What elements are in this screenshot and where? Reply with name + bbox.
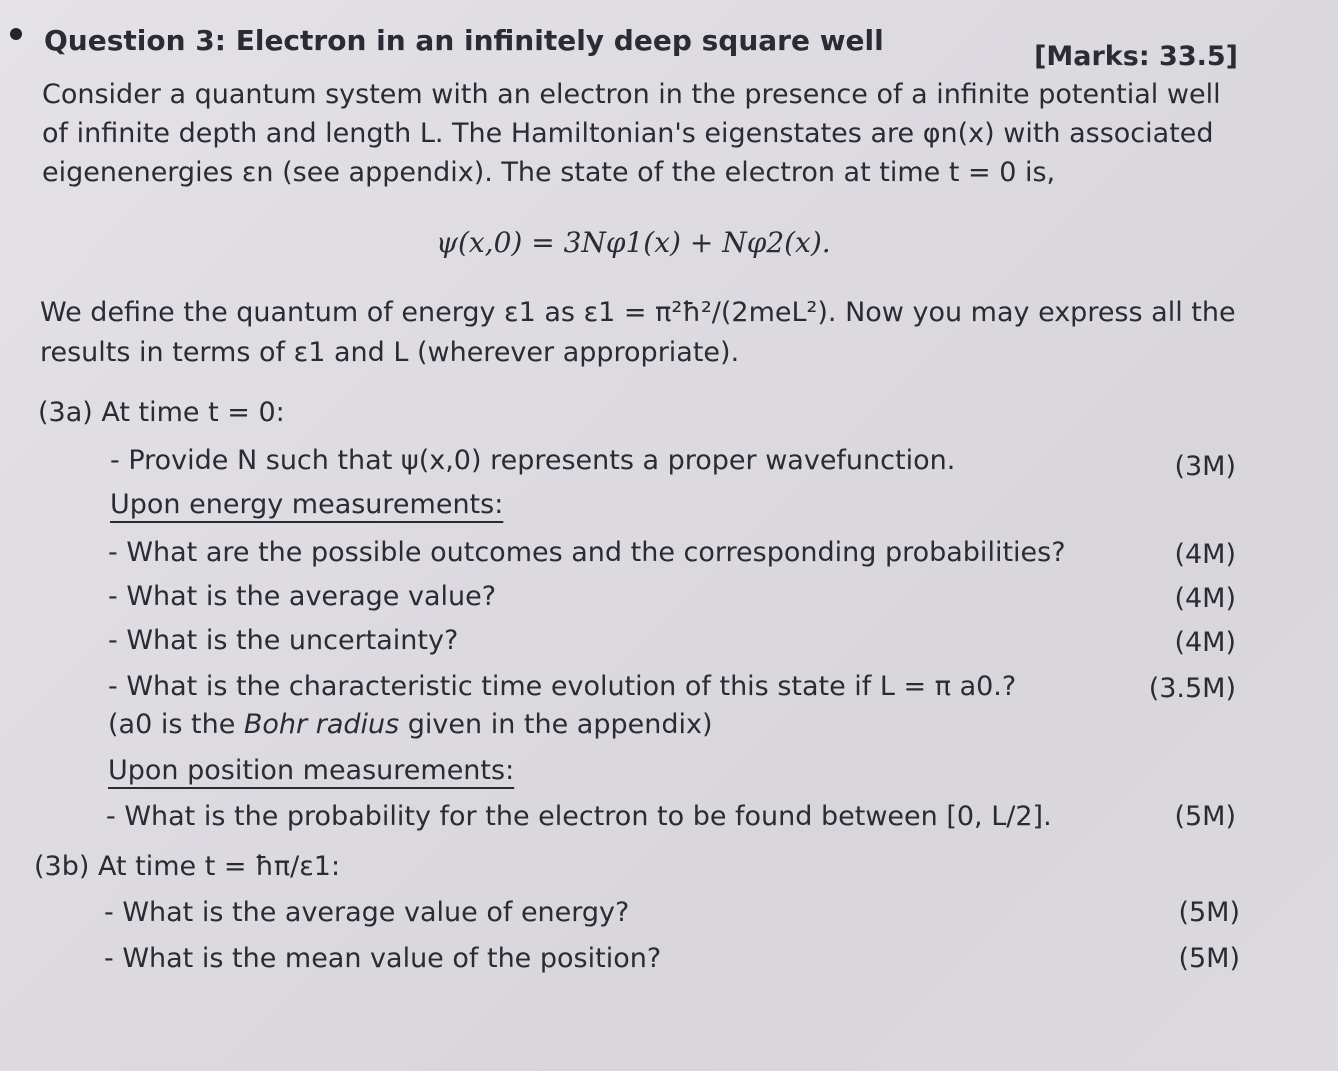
provide-n-item: - Provide N such that ψ(x,0) represents a proper wavefunction. (110, 445, 956, 476)
bohr-radius-note (108, 708, 713, 742)
energy-item-average: - What is the average value? (108, 581, 497, 612)
part-b-item-energy: - What is the average value of energy? (104, 897, 630, 928)
bohr-note-post: given in the appendix) (399, 709, 713, 740)
part-b-item-energy-marks: (5M) (1178, 897, 1240, 928)
energy-item-average-marks: (4M) (1174, 583, 1236, 614)
energy-item-uncertainty: - What is the uncertainty? (108, 625, 459, 656)
bohr-note-emphasis: Bohr radius (243, 709, 400, 740)
bohr-note-pre: (a0 is the (108, 709, 244, 740)
position-item: - What is the probability for the electron to be found between [0, L/2]. (106, 801, 1052, 832)
state-equation: ψ(x,0) = 3Nφ1(x) + Nφ2(x). (436, 226, 831, 259)
define-line-1: We define the quantum of energy ε1 as ε1 = π²ħ²/(2meL²). Now you may express all the (40, 297, 1236, 328)
part-b-item-position: - What is the mean value of the position? (104, 943, 662, 974)
intro-line-2: of infinite depth and length L. The Hamiltonian's eigenstates are φn(x) with associated (42, 118, 1214, 149)
question-title: Question 3: Electron in an infinitely deep square well (44, 24, 884, 57)
define-line-2: results in terms of ε1 and L (wherever appropriate). (40, 337, 740, 368)
bullet-icon (10, 28, 22, 40)
energy-item-outcomes: - What are the possible outcomes and the corresponding probabilities? (108, 537, 1066, 568)
part-b-item-position-marks: (5M) (1178, 943, 1240, 974)
part-a-label: (3a) At time t = 0: (38, 397, 285, 428)
energy-item-uncertainty-marks: (4M) (1174, 627, 1236, 658)
energy-item-time-evolution: - What is the characteristic time evolution of this state if L = π a0.? (108, 671, 1017, 702)
position-heading: Upon position measurements: (108, 755, 515, 786)
part-b-label: (3b) At time t = ħπ/ε1: (34, 851, 341, 882)
question-marks: [Marks: 33.5] (1034, 41, 1238, 72)
intro-line-3: eigenenergies εn (see appendix). The state of the electron at time t = 0 is, (42, 157, 1056, 188)
intro-line-1: Consider a quantum system with an electron in the presence of a infinite potential well (42, 79, 1221, 110)
position-item-marks: (5M) (1174, 801, 1236, 832)
energy-item-time-evolution-marks: (3.5M) (1148, 673, 1236, 704)
energy-heading: Upon energy measurements: (110, 489, 504, 520)
energy-item-outcomes-marks: (4M) (1174, 539, 1236, 570)
provide-n-marks: (3M) (1174, 451, 1236, 482)
